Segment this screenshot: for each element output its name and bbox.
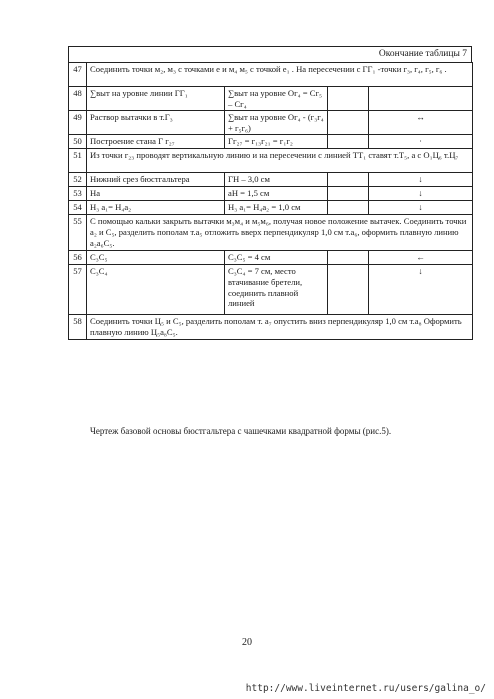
table-row	[69, 251, 473, 265]
step-instruction: Соединить точки м₂, м₃ с точками е и м₄ м₅ с точкой е₁ . На пересечении с ГГ₁ -точки г₃, г₄, г₅, г₆ .	[87, 63, 473, 87]
table-row	[69, 135, 473, 149]
step-empty-cell	[328, 201, 369, 215]
step-direction	[369, 87, 473, 111]
table-row	[69, 149, 473, 173]
construction-table	[68, 62, 473, 340]
step-number: 49	[69, 111, 87, 135]
step-instruction: Из точки г₂₃ проводят вертикальную линию и на пересечении с линией ТТ₁ ставят т.Т₅, а с О₁Ц₆ т.Ц₇	[87, 149, 473, 173]
table-row	[69, 315, 473, 339]
step-direction: ·	[369, 135, 473, 149]
step-segment: Построение стана Г г₂₇	[87, 135, 225, 149]
step-empty-cell	[328, 87, 369, 111]
step-direction: ←	[369, 251, 473, 265]
step-instruction: С помощью кальки закрыть вытачки м₃м₄ и м₅м₆, получая новое положение вытачек. Соединить точки а₂ и С₅, разделить пополам т.а₅ отложить вверх перпендикуляр 1,0 см т.а₆, оформить плавную линию а₂а₆С₅.	[87, 215, 473, 251]
step-segment: Раствор вытачки в т.Г₃	[87, 111, 225, 135]
step-number: 51	[69, 149, 87, 173]
table-row	[69, 173, 473, 187]
step-empty-cell	[328, 251, 369, 265]
page-number: 20	[242, 637, 252, 648]
step-empty-cell	[328, 173, 369, 187]
table-continuation-caption: Окончание таблицы 7	[68, 46, 472, 62]
step-number: 56	[69, 251, 87, 265]
table-row	[69, 87, 473, 111]
step-formula: ГН – 3,0 см	[225, 173, 328, 187]
watermark-url: http://www.liveinternet.ru/users/galina_o/	[245, 683, 486, 694]
step-empty-cell	[328, 135, 369, 149]
step-number: 48	[69, 87, 87, 111]
table-row	[69, 63, 473, 87]
step-segment: С₃С₅	[87, 251, 225, 265]
step-number: 57	[69, 265, 87, 315]
step-instruction: Соединить точки Ц₅ и С₅, разделить пополам т. а₇ опустить вниз перпендикуляр 1,0 см т.а₈ Оформить плавную линию Ц₅а₈С₅.	[87, 315, 473, 339]
step-direction: ↔	[369, 111, 473, 135]
drawing-caption: Чертеж базовой основы бюстгальтера с чашечками квадратной формы (рис.5).	[90, 426, 392, 436]
step-segment: Нижний срез бюстгальтера	[87, 173, 225, 187]
step-formula: аН = 1,5 см	[225, 187, 328, 201]
step-empty-cell	[328, 265, 369, 315]
table-row	[69, 215, 473, 251]
step-number: 58	[69, 315, 87, 339]
step-number: 54	[69, 201, 87, 215]
step-formula: Н₃ а₁= Н₄а₂ = 1,0 см	[225, 201, 328, 215]
step-segment: На	[87, 187, 225, 201]
step-number: 52	[69, 173, 87, 187]
step-number: 55	[69, 215, 87, 251]
table-row	[69, 201, 473, 215]
step-direction: ↓	[369, 265, 473, 315]
step-empty-cell	[328, 111, 369, 135]
step-number: 50	[69, 135, 87, 149]
table-row	[69, 187, 473, 201]
step-empty-cell	[328, 187, 369, 201]
step-segment: ∑выт на уровне линии ГГ₁	[87, 87, 225, 111]
step-formula: С₃С₄ = 7 см, место втачивание бретели, соединить плавной линией	[225, 265, 328, 315]
table-row	[69, 111, 473, 135]
step-direction: ↓	[369, 173, 473, 187]
step-direction: ↓	[369, 201, 473, 215]
step-number: 47	[69, 63, 87, 87]
step-formula: ∑выт на уровне Ог₄ - (г₃г₄ + г₅г₆)	[225, 111, 328, 135]
step-segment: С₃С₄	[87, 265, 225, 315]
step-direction: ↓	[369, 187, 473, 201]
table-row	[69, 265, 473, 315]
step-number: 53	[69, 187, 87, 201]
step-segment: Н₃ а₁= Н₄а₂	[87, 201, 225, 215]
step-formula: ∑выт на уровне Ог₄ = Сг₅ – Сг₄	[225, 87, 328, 111]
step-formula: С₃С₅ = 4 см	[225, 251, 328, 265]
step-formula: Гг₂₇ = г₁₃г₂₁ = г₁г₂	[225, 135, 328, 149]
